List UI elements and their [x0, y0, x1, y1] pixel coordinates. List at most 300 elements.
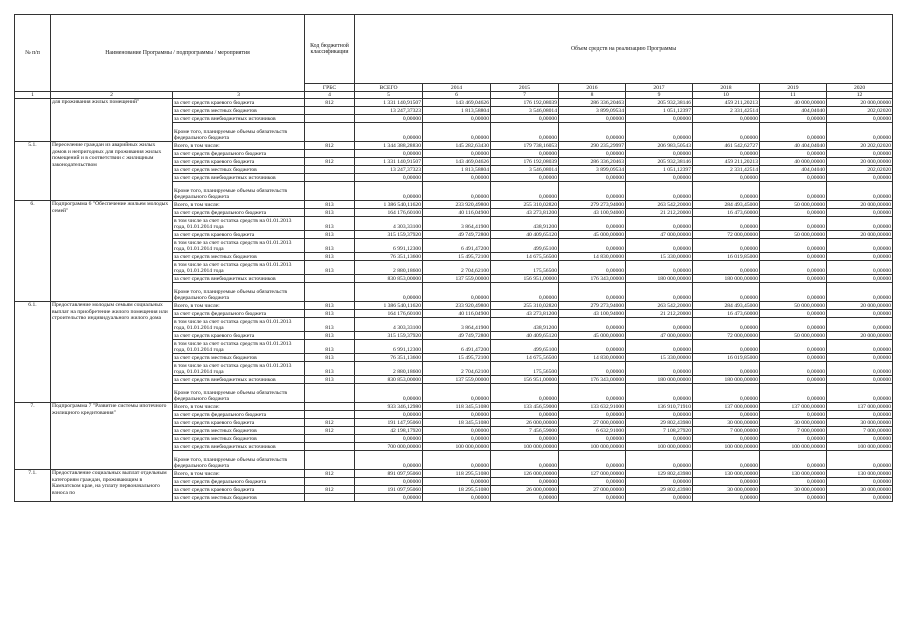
table-row [15, 142, 893, 150]
funding-source: Всего, в том числе: [173, 470, 305, 478]
amount-cell: 0,00000 [559, 478, 626, 486]
funding-source: в том числе за счет остатка средств на 01.01.2013 года, 01.01.2014 года [173, 362, 305, 376]
grbs-code: 812 [305, 486, 355, 494]
amount-cell: 50 000,00000 [760, 332, 827, 340]
amount-cell: 6 491,47200 [423, 239, 491, 253]
amount-cell: 0,00000 [626, 115, 693, 123]
amount-cell: 499,65100 [491, 239, 559, 253]
amount-cell: 404,04040 [760, 166, 827, 174]
amount-cell: 0,00000 [355, 150, 423, 158]
grbs-code: 813 [305, 209, 355, 217]
amount-cell: 15 495,72100 [423, 354, 491, 362]
amount-cell: 0,00000 [355, 174, 423, 182]
amount-cell: 0,00000 [559, 182, 626, 201]
amount-cell: 156 951,00000 [491, 376, 559, 384]
amount-cell: 0,00000 [559, 362, 626, 376]
amount-cell: 176 192,08039 [491, 158, 559, 166]
amount-cell: 0,00000 [491, 384, 559, 403]
amount-cell: 175,56500 [491, 362, 559, 376]
amount-cell: 6 632,91000 [559, 427, 626, 435]
amount-cell: 176 192,08039 [491, 99, 559, 107]
amount-cell: 438,91200 [491, 318, 559, 332]
amount-cell: 20 202,02020 [827, 142, 893, 150]
amount-cell: 49 749,72800 [423, 332, 491, 340]
column-number: 7 [491, 92, 559, 99]
amount-cell: 0,00000 [827, 435, 893, 443]
funding-source: за счет средств местных бюджетов [173, 107, 305, 115]
amount-cell: 2 704,62100 [423, 362, 491, 376]
amount-cell: 30 000,00000 [760, 486, 827, 494]
amount-cell: 6 991,12300 [355, 340, 423, 354]
amount-cell: 0,00000 [423, 150, 491, 158]
amount-cell: 6 491,47200 [423, 340, 491, 354]
header-year: 2019 [760, 84, 827, 92]
amount-cell: 0,00000 [827, 384, 893, 403]
program-name: Предоставление молодым семьям социальных выплат на приобретение жилого помещения или строительство индивидуального жилого дома [51, 302, 173, 403]
column-number: 4 [305, 92, 355, 99]
grbs-code: 813 [305, 302, 355, 310]
amount-cell: 233 920,49800 [423, 302, 491, 310]
amount-cell: 0,00000 [626, 478, 693, 486]
amount-cell: 43 273,81200 [491, 310, 559, 318]
grbs-code: 812 [305, 158, 355, 166]
grbs-code [305, 123, 355, 142]
amount-cell: 315 159,37920 [355, 231, 423, 239]
amount-cell: 0,00000 [423, 451, 491, 470]
amount-cell: 0,00000 [626, 217, 693, 231]
header-num: № п/п [15, 15, 51, 92]
amount-cell: 0,00000 [760, 174, 827, 182]
amount-cell: 0,00000 [693, 115, 760, 123]
amount-cell: 130 000,00000 [827, 470, 893, 478]
amount-cell: 0,00000 [626, 451, 693, 470]
amount-cell: 29 802,43980 [626, 419, 693, 427]
grbs-code [305, 174, 355, 182]
amount-cell: 0,00000 [559, 239, 626, 253]
grbs-code: 812 [305, 142, 355, 150]
amount-cell: 47 000,00000 [626, 231, 693, 239]
amount-cell: 0,00000 [693, 362, 760, 376]
grbs-code: 812 [305, 427, 355, 435]
column-number: 8 [559, 92, 626, 99]
amount-cell: 50 000,00000 [760, 231, 827, 239]
header-code: Код бюджетной классификации [305, 15, 355, 84]
amount-cell: 30 000,00000 [693, 486, 760, 494]
amount-cell: 76 351,13600 [355, 253, 423, 261]
amount-cell: 100 000,00000 [491, 443, 559, 451]
grbs-code [305, 115, 355, 123]
amount-cell: 891 097,95060 [355, 470, 423, 478]
amount-cell: 1 386 540,11620 [355, 302, 423, 310]
amount-cell: 0,00000 [693, 340, 760, 354]
amount-cell: 180 000,00000 [693, 275, 760, 283]
row-number: 6.1. [15, 302, 51, 403]
amount-cell: 0,00000 [355, 283, 423, 302]
funding-source: за счет средств краевого бюджета [173, 419, 305, 427]
amount-cell: 0,00000 [559, 115, 626, 123]
amount-cell: 13 247,37323 [355, 107, 423, 115]
amount-cell: 315 159,37920 [355, 332, 423, 340]
amount-cell: 0,00000 [827, 239, 893, 253]
amount-cell: 233 920,49800 [423, 201, 491, 209]
column-numbers-row [15, 92, 893, 99]
amount-cell: 0,00000 [760, 239, 827, 253]
amount-cell: 0,00000 [827, 209, 893, 217]
amount-cell: 933 346,12980 [355, 403, 423, 411]
funding-source: за счет средств местных бюджетов [173, 166, 305, 174]
amount-cell: 1 051,12397 [626, 166, 693, 174]
amount-cell: 0,00000 [827, 182, 893, 201]
row-number: 5.1. [15, 142, 51, 201]
amount-cell: 0,00000 [559, 451, 626, 470]
amount-cell: 130 000,00000 [693, 470, 760, 478]
funding-source: за счет средств внебюджетных источников [173, 376, 305, 384]
amount-cell: 1 331 140,91507 [355, 99, 423, 107]
funding-source: за счет средств федерального бюджета [173, 209, 305, 217]
amount-cell: 0,00000 [559, 435, 626, 443]
column-number: 11 [760, 92, 827, 99]
amount-cell: 459 211,20213 [693, 99, 760, 107]
amount-cell: 286 336,20463 [559, 158, 626, 166]
table-row [15, 99, 893, 107]
funding-source: Кроме того, планируемые объемы обязательств федерального бюджета [173, 182, 305, 201]
amount-cell: 4 303,33100 [355, 318, 423, 332]
amount-cell: 438,91200 [491, 217, 559, 231]
grbs-code [305, 384, 355, 403]
amount-cell: 43 100,94000 [559, 209, 626, 217]
grbs-code [305, 411, 355, 419]
amount-cell: 3 864,41900 [423, 217, 491, 231]
amount-cell: 191 147,95060 [355, 419, 423, 427]
grbs-code: 812 [305, 419, 355, 427]
grbs-code: 813 [305, 217, 355, 231]
amount-cell: 14 830,00000 [559, 253, 626, 261]
amount-cell: 0,00000 [827, 494, 893, 502]
amount-cell: 175,56500 [491, 261, 559, 275]
grbs-code: 812 [305, 99, 355, 107]
amount-cell: 0,00000 [423, 123, 491, 142]
amount-cell: 0,00000 [491, 411, 559, 419]
amount-cell: 0,00000 [693, 123, 760, 142]
column-number: 12 [827, 92, 893, 99]
funding-source: за счет средств местных бюджетов [173, 435, 305, 443]
amount-cell: 0,00000 [559, 261, 626, 275]
amount-cell: 42 198,17920 [355, 427, 423, 435]
amount-cell: 176 343,00000 [559, 275, 626, 283]
funding-source: Кроме того, планируемые объемы обязательств федерального бюджета [173, 384, 305, 403]
amount-cell: 0,00000 [491, 115, 559, 123]
amount-cell: 0,00000 [760, 376, 827, 384]
table-row [15, 403, 893, 411]
amount-cell: 137 000,00000 [693, 403, 760, 411]
amount-cell: 0,00000 [626, 340, 693, 354]
funding-source: за счет средств федерального бюджета [173, 310, 305, 318]
amount-cell: 205 932,38146 [626, 99, 693, 107]
column-number: 1 [15, 92, 51, 99]
amount-cell: 0,00000 [693, 478, 760, 486]
amount-cell: 72 000,00000 [693, 332, 760, 340]
amount-cell: 0,00000 [491, 478, 559, 486]
amount-cell: 4 303,33100 [355, 217, 423, 231]
amount-cell: 0,00000 [355, 123, 423, 142]
amount-cell: 49 749,72800 [423, 231, 491, 239]
amount-cell: 0,00000 [559, 217, 626, 231]
amount-cell: 0,00000 [760, 318, 827, 332]
amount-cell: 0,00000 [423, 478, 491, 486]
amount-cell: 0,00000 [559, 174, 626, 182]
amount-cell: 30 000,00000 [827, 486, 893, 494]
column-number: 5 [355, 92, 423, 99]
amount-cell: 279 273,94000 [559, 201, 626, 209]
amount-cell: 3 546,08014 [491, 166, 559, 174]
amount-cell: 0,00000 [760, 478, 827, 486]
grbs-code [305, 435, 355, 443]
amount-cell: 72 000,00000 [693, 231, 760, 239]
amount-cell: 26 000,00000 [491, 419, 559, 427]
grbs-code: 813 [305, 354, 355, 362]
amount-cell: 0,00000 [693, 182, 760, 201]
amount-cell: 205 932,38146 [626, 158, 693, 166]
amount-cell: 0,00000 [423, 494, 491, 502]
amount-cell: 0,00000 [559, 123, 626, 142]
amount-cell: 0,00000 [559, 494, 626, 502]
amount-cell: 700 000,00000 [355, 443, 423, 451]
grbs-code [305, 107, 355, 115]
amount-cell: 461 542,62727 [693, 142, 760, 150]
amount-cell: 1 344 388,28830 [355, 142, 423, 150]
amount-cell: 0,00000 [827, 376, 893, 384]
amount-cell: 0,00000 [693, 150, 760, 158]
amount-cell: 0,00000 [559, 318, 626, 332]
amount-cell: 40 409,65120 [491, 332, 559, 340]
amount-cell: 0,00000 [760, 435, 827, 443]
amount-cell: 0,00000 [827, 123, 893, 142]
amount-cell: 16 019,85000 [693, 354, 760, 362]
amount-cell: 0,00000 [693, 217, 760, 231]
amount-cell: 179 738,16053 [491, 142, 559, 150]
amount-cell: 255 310,02820 [491, 302, 559, 310]
funding-source: за счет средств краевого бюджета [173, 332, 305, 340]
amount-cell: 16 019,85000 [693, 253, 760, 261]
header-year: 2020 [827, 84, 893, 92]
amount-cell: 0,00000 [626, 494, 693, 502]
grbs-code: 813 [305, 310, 355, 318]
amount-cell: 137 559,00000 [423, 275, 491, 283]
amount-cell: 0,00000 [491, 182, 559, 201]
amount-cell: 0,00000 [626, 182, 693, 201]
amount-cell: 16 473,60000 [693, 209, 760, 217]
amount-cell: 118 295,51080 [423, 470, 491, 478]
amount-cell: 164 176,60100 [355, 209, 423, 217]
amount-cell: 0,00000 [827, 261, 893, 275]
amount-cell: 0,00000 [760, 310, 827, 318]
amount-cell: 20 000,00000 [827, 302, 893, 310]
amount-cell: 1 386 540,11620 [355, 201, 423, 209]
row-number [15, 99, 51, 142]
amount-cell: 50 000,00000 [760, 302, 827, 310]
amount-cell: 0,00000 [827, 354, 893, 362]
amount-cell: 145 282,63430 [423, 142, 491, 150]
amount-cell: 0,00000 [491, 435, 559, 443]
program-name: Предоставление социальных выплат отдельным категориям граждан, проживающим в Камчатском крае, на уплату первоначального взноса по [51, 470, 173, 502]
grbs-code: 813 [305, 253, 355, 261]
amount-cell: 0,00000 [693, 494, 760, 502]
amount-cell: 1 331 140,91507 [355, 158, 423, 166]
funding-source: Всего, в том числе: [173, 403, 305, 411]
amount-cell: 263 542,20000 [626, 302, 693, 310]
amount-cell: 0,00000 [559, 283, 626, 302]
amount-cell: 20 000,00000 [827, 99, 893, 107]
amount-cell: 0,00000 [827, 451, 893, 470]
header-year: 2016 [559, 84, 626, 92]
header-name: Наименование Программы / подпрограммы / мероприятия [51, 15, 305, 92]
amount-cell: 2 331,42514 [693, 107, 760, 115]
grbs-code: 813 [305, 261, 355, 275]
grbs-code [305, 403, 355, 411]
amount-cell: 15 495,72100 [423, 253, 491, 261]
grbs-code [305, 283, 355, 302]
amount-cell: 7 456,59000 [491, 427, 559, 435]
amount-cell: 0,00000 [626, 318, 693, 332]
amount-cell: 206 983,50543 [626, 142, 693, 150]
funding-source: за счет средств внебюджетных источников [173, 275, 305, 283]
amount-cell: 40 409,65120 [491, 231, 559, 239]
column-number: 6 [423, 92, 491, 99]
amount-cell: 27 000,00000 [559, 419, 626, 427]
amount-cell: 6 991,12300 [355, 239, 423, 253]
amount-cell: 7 000,00000 [693, 427, 760, 435]
amount-cell: 176 343,00000 [559, 376, 626, 384]
amount-cell: 0,00000 [827, 275, 893, 283]
amount-cell: 0,00000 [355, 478, 423, 486]
funding-source: Кроме того, планируемые объемы обязательств федерального бюджета [173, 283, 305, 302]
amount-cell: 29 802,43980 [626, 486, 693, 494]
funding-source: в том числе за счет остатка средств на 01.01.2013 года, 01.01.2014 года [173, 318, 305, 332]
amount-cell: 0,00000 [760, 354, 827, 362]
amount-cell: 0,00000 [827, 174, 893, 182]
grbs-code [305, 494, 355, 502]
amount-cell: 1 813,58804 [423, 107, 491, 115]
amount-cell: 18 345,51080 [423, 419, 491, 427]
amount-cell: 0,00000 [693, 451, 760, 470]
grbs-code: 812 [305, 470, 355, 478]
funding-source: за счет средств внебюджетных источников [173, 174, 305, 182]
amount-cell: 3 546,08014 [491, 107, 559, 115]
amount-cell: 1 051,12397 [626, 107, 693, 115]
amount-cell: 137 559,00000 [423, 376, 491, 384]
amount-cell: 0,00000 [760, 123, 827, 142]
amount-cell: 45 000,00000 [559, 332, 626, 340]
amount-cell: 0,00000 [559, 150, 626, 158]
column-number: 10 [693, 92, 760, 99]
header-year: 2014 [423, 84, 491, 92]
amount-cell: 40 116,04900 [423, 209, 491, 217]
amount-cell: 0,00000 [355, 384, 423, 403]
table-row [15, 302, 893, 310]
amount-cell: 100 000,00000 [423, 443, 491, 451]
program-name: Подпрограмма 6 "Обеспечение жильем молодых семей" [51, 201, 173, 302]
amount-cell: 0,00000 [423, 427, 491, 435]
amount-cell: 404,04040 [760, 107, 827, 115]
amount-cell: 137 000,00000 [760, 403, 827, 411]
amount-cell: 0,00000 [559, 411, 626, 419]
row-number: 7.1. [15, 470, 51, 502]
amount-cell: 1 813,58804 [423, 166, 491, 174]
funding-source: за счет средств краевого бюджета [173, 486, 305, 494]
funding-source: за счет средств краевого бюджета [173, 231, 305, 239]
amount-cell: 14 830,00000 [559, 354, 626, 362]
amount-cell: 0,00000 [626, 283, 693, 302]
amount-cell: 21 212,20000 [626, 310, 693, 318]
amount-cell: 0,00000 [760, 253, 827, 261]
amount-cell: 0,00000 [491, 451, 559, 470]
column-number: 9 [626, 92, 693, 99]
amount-cell: 2 880,18600 [355, 261, 423, 275]
amount-cell: 100 000,00000 [827, 443, 893, 451]
amount-cell: 263 542,20000 [626, 201, 693, 209]
amount-cell: 15 330,00000 [626, 354, 693, 362]
amount-cell: 126 000,00000 [491, 470, 559, 478]
funding-source: Всего, в том числе: [173, 302, 305, 310]
amount-cell: 43 100,94000 [559, 310, 626, 318]
funding-source: за счет средств краевого бюджета [173, 99, 305, 107]
amount-cell: 129 802,43980 [626, 470, 693, 478]
amount-cell: 100 000,00000 [760, 443, 827, 451]
grbs-code: 813 [305, 231, 355, 239]
amount-cell: 118 345,51080 [423, 403, 491, 411]
amount-cell: 15 330,00000 [626, 253, 693, 261]
grbs-code [305, 443, 355, 451]
grbs-code: 813 [305, 376, 355, 384]
amount-cell: 40 116,04900 [423, 310, 491, 318]
amount-cell: 3 899,09534 [559, 166, 626, 174]
funding-source: Всего, в том числе: [173, 142, 305, 150]
amount-cell: 3 899,09534 [559, 107, 626, 115]
header-volume: Объем средств на реализацию Программы [355, 15, 893, 84]
amount-cell: 100 000,00000 [693, 443, 760, 451]
grbs-code [305, 478, 355, 486]
amount-cell: 180 000,00000 [693, 376, 760, 384]
amount-cell: 7 108,27920 [626, 427, 693, 435]
amount-cell: 0,00000 [626, 239, 693, 253]
amount-cell: 0,00000 [491, 123, 559, 142]
amount-cell: 0,00000 [355, 182, 423, 201]
amount-cell: 255 310,02820 [491, 201, 559, 209]
amount-cell: 0,00000 [760, 283, 827, 302]
amount-cell: 0,00000 [491, 150, 559, 158]
amount-cell: 40 000,00000 [760, 158, 827, 166]
amount-cell: 130 000,00000 [760, 470, 827, 478]
header-year: 2015 [491, 84, 559, 92]
amount-cell: 2 880,18600 [355, 362, 423, 376]
amount-cell: 0,00000 [626, 150, 693, 158]
funding-source: в том числе за счет остатка средств на 01.01.2013 года, 01.01.2014 года [173, 217, 305, 231]
amount-cell: 0,00000 [827, 115, 893, 123]
amount-cell: 0,00000 [423, 435, 491, 443]
amount-cell: 20 000,00000 [827, 231, 893, 239]
amount-cell: 0,00000 [626, 261, 693, 275]
amount-cell: 459 211,20213 [693, 158, 760, 166]
amount-cell: 0,00000 [626, 384, 693, 403]
amount-cell: 30 000,00000 [693, 419, 760, 427]
amount-cell: 0,00000 [827, 253, 893, 261]
amount-cell: 136 910,71910 [626, 403, 693, 411]
amount-cell: 156 951,00000 [491, 275, 559, 283]
amount-cell: 0,00000 [693, 261, 760, 275]
amount-cell: 180 000,00000 [626, 376, 693, 384]
amount-cell: 0,00000 [760, 494, 827, 502]
amount-cell: 499,65100 [491, 340, 559, 354]
